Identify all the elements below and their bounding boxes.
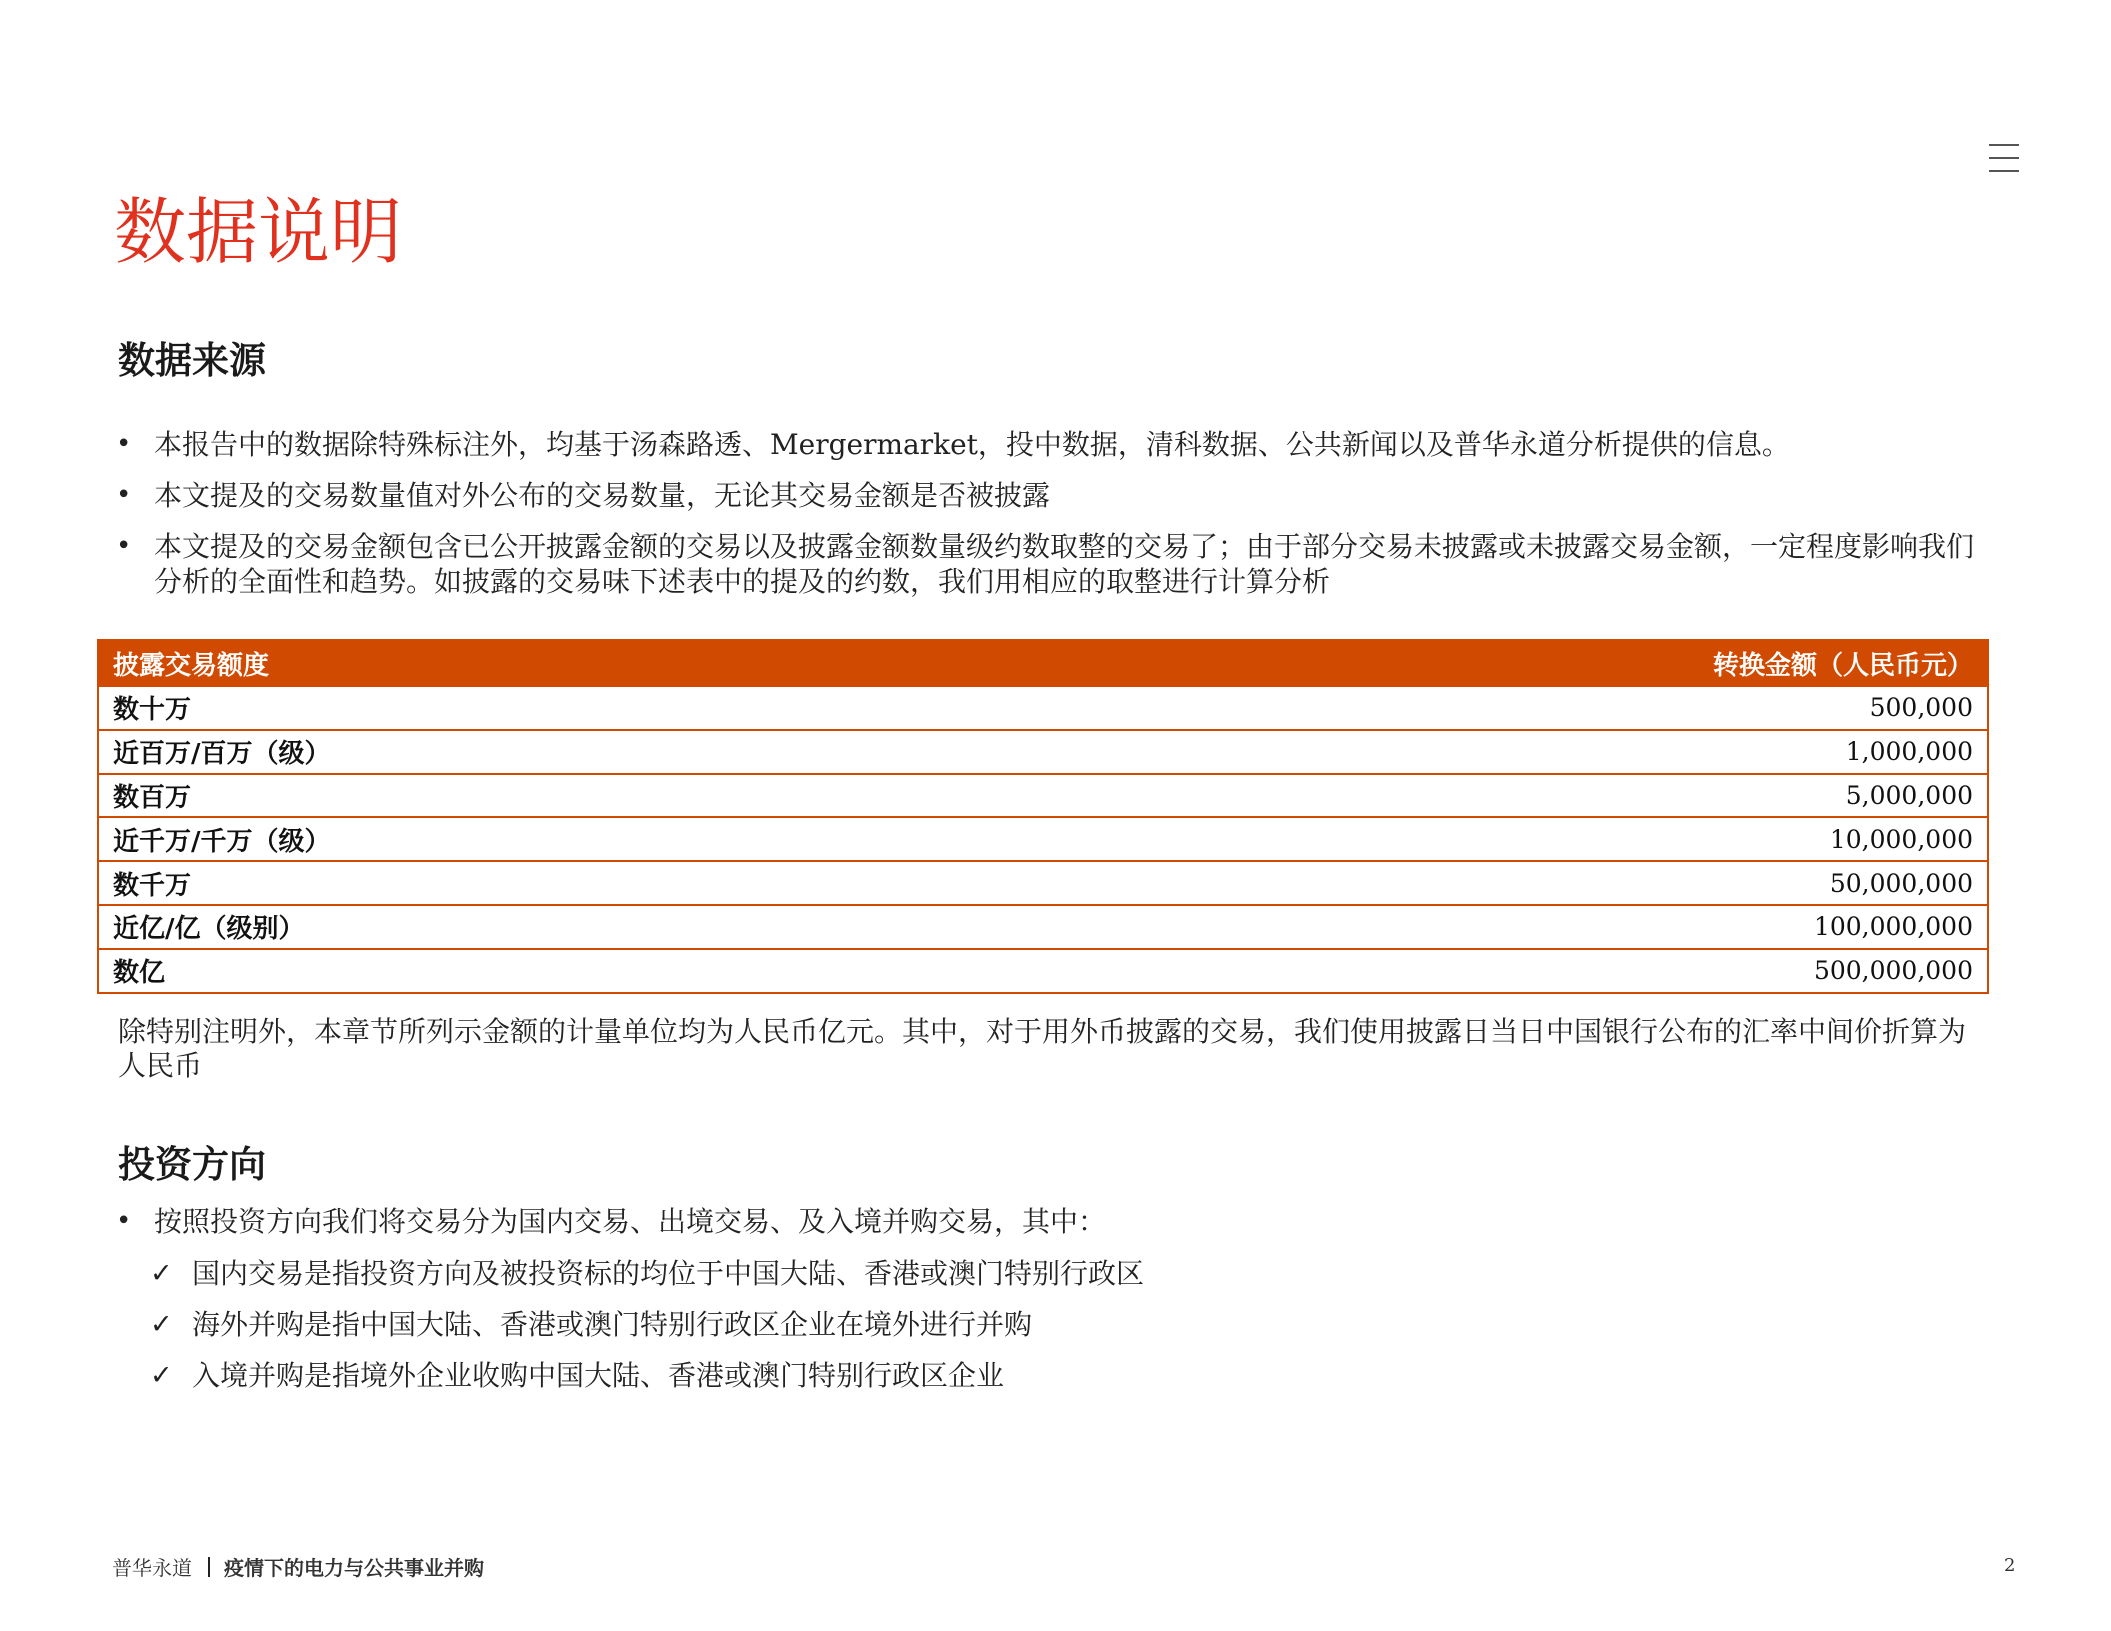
- direction-check-list: [150, 1256, 1144, 1409]
- row-label: 近百万/百万（级）: [113, 739, 331, 770]
- row-label: 数亿: [113, 958, 166, 989]
- row-label: 数十万: [113, 695, 192, 726]
- row-label: 数百万: [113, 782, 192, 813]
- table-row: [99, 904, 1987, 948]
- row-label: 数千万: [113, 870, 192, 901]
- list-item: • 本文提及的交易金额包含已公开披露金额的交易以及披露金额数量级约数取整的交易了；由于部分交易未披露或未披露交易金额，一定程度影响我们分析的全面性和趋势。如披露的交易味下述表中的提及的约数，我们用相应的取整进行计算分析: [116, 529, 1986, 599]
- list-item: • 按照投资方向我们将交易分为国内交易、出境交易、及入境并购交易，其中：: [116, 1204, 1986, 1239]
- currency-note: 除特别注明外，本章节所列示金额的计量单位均为人民币亿元。其中，对于用外币披露的交易，我们使用披露日当日中国银行公布的汇率中间价折算为人民币: [118, 1015, 1967, 1082]
- row-label: 近千万/千万（级）: [113, 826, 331, 857]
- table-row: [99, 860, 1987, 904]
- list-item: • 本报告中的数据除特殊标注外，均基于汤森路透、Mergermarket，投中数据，清科数据、公共新闻以及普华永道分析提供的信息。: [116, 427, 1986, 462]
- conversion-table: [97, 639, 1989, 994]
- section-heading-sources: 数据来源: [118, 339, 266, 382]
- table-row: [99, 685, 1987, 729]
- check-item: [150, 1358, 1144, 1409]
- row-label: 近亿/亿（级别）: [113, 914, 305, 945]
- check-item-text: 入境并购是指境外企业收购中国大陆、香港或澳门特别行政区企业: [192, 1359, 1005, 1392]
- sources-list: [116, 427, 1986, 615]
- row-amount: 10,000,000: [1829, 824, 1973, 854]
- check-item: [150, 1307, 1144, 1358]
- checkmark-icon: ✓: [150, 1258, 173, 1289]
- table-header: [99, 641, 1987, 685]
- menu-icon[interactable]: [1989, 141, 2019, 175]
- row-amount: 5,000,000: [1845, 780, 1973, 810]
- footer-divider: [208, 1557, 210, 1577]
- footer-brand: 普华永道: [112, 1556, 192, 1580]
- table-row: [99, 816, 1987, 860]
- column-header-disclosed-amount: 披露交易额度: [113, 650, 270, 681]
- column-header-converted-amount: 转换金额（人民币元）: [1712, 650, 1973, 681]
- list-item: • 本文提及的交易数量值对外公布的交易数量，无论其交易金额是否被披露: [116, 478, 1986, 513]
- page-number: 2: [2004, 1555, 2016, 1576]
- table-row: [99, 729, 1987, 773]
- section-heading-direction: 投资方向: [118, 1143, 266, 1186]
- direction-list: [116, 1204, 1986, 1239]
- row-amount: 100,000,000: [1813, 912, 1973, 942]
- check-item-text: 国内交易是指投资方向及被投资标的均位于中国大陆、香港或澳门特别行政区: [192, 1257, 1145, 1290]
- check-item: [150, 1256, 1144, 1307]
- row-amount: 50,000,000: [1829, 868, 1973, 898]
- footer-document-title: 疫情下的电力与公共事业并购: [224, 1556, 484, 1580]
- table-row: [99, 773, 1987, 817]
- footer: [112, 1552, 484, 1581]
- check-item-text: 海外并购是指中国大陆、香港或澳门特别行政区企业在境外进行并购: [192, 1308, 1033, 1341]
- row-amount: 500,000: [1869, 693, 1973, 723]
- checkmark-icon: ✓: [150, 1360, 173, 1391]
- row-amount: 1,000,000: [1845, 737, 1973, 767]
- checkmark-icon: ✓: [150, 1309, 173, 1340]
- row-amount: 500,000,000: [1813, 956, 1973, 986]
- table-row: [99, 948, 1987, 992]
- page-title: 数据说明: [114, 190, 403, 274]
